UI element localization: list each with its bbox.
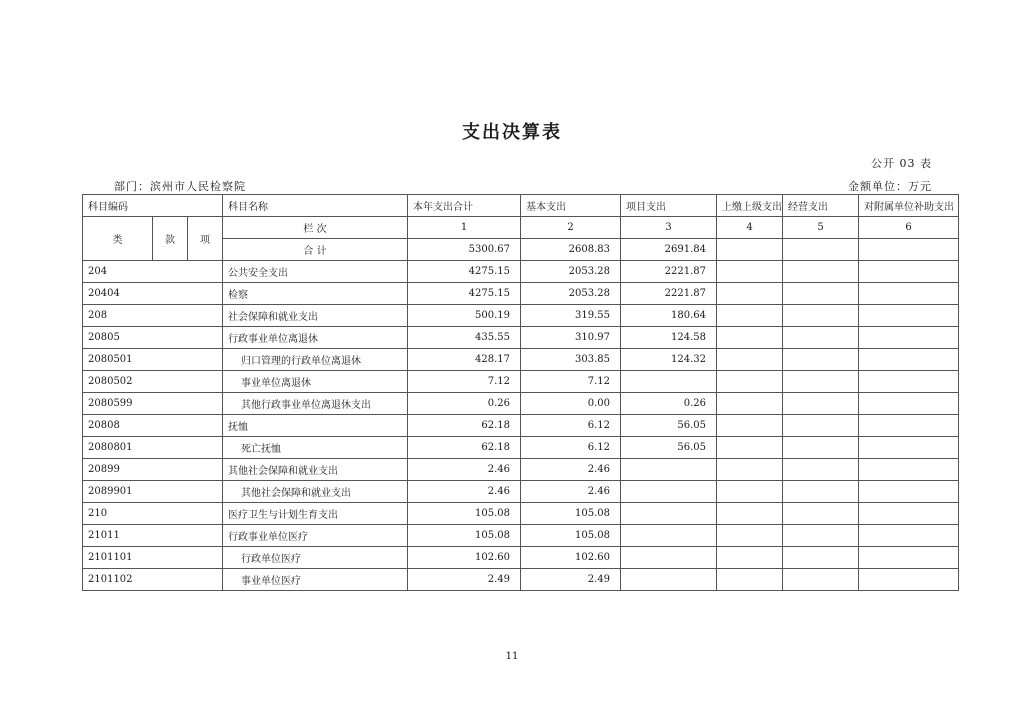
row-project — [621, 459, 717, 481]
header-project: 项目支出 — [621, 195, 717, 217]
row-project: 56.05 — [621, 437, 717, 459]
expenditure-table — [82, 194, 959, 591]
totals-total: 5300.67 — [408, 239, 521, 261]
row-code: 2080502 — [83, 371, 223, 393]
page-title: 支出决算表 — [462, 122, 562, 143]
empty-cell — [859, 569, 959, 591]
sub-header-lei: 类 — [83, 217, 153, 261]
table-row — [83, 481, 959, 503]
empty-cell — [783, 503, 859, 525]
table-row — [83, 525, 959, 547]
column-number-row — [83, 217, 959, 239]
row-name: 公共安全支出 — [223, 261, 408, 283]
row-total: 4275.15 — [408, 261, 521, 283]
page-number: 11 — [505, 651, 519, 662]
row-name: 事业单位离退休 — [223, 371, 408, 393]
row-total: 7.12 — [408, 371, 521, 393]
row-code: 2080501 — [83, 349, 223, 371]
empty-cell — [717, 393, 783, 415]
empty-cell — [783, 569, 859, 591]
row-basic: 105.08 — [521, 503, 621, 525]
row-project: 2221.87 — [621, 261, 717, 283]
row-total: 62.18 — [408, 415, 521, 437]
row-total: 435.55 — [408, 327, 521, 349]
row-total: 2.49 — [408, 569, 521, 591]
empty-cell — [859, 371, 959, 393]
empty-cell — [859, 525, 959, 547]
row-code: 21011 — [83, 525, 223, 547]
empty-cell — [717, 239, 783, 261]
row-basic: 310.97 — [521, 327, 621, 349]
row-basic: 2053.28 — [521, 283, 621, 305]
empty-cell — [783, 305, 859, 327]
row-basic: 2053.28 — [521, 261, 621, 283]
empty-cell — [717, 459, 783, 481]
empty-cell — [717, 283, 783, 305]
empty-cell — [717, 569, 783, 591]
department-label: 部门：滨州市人民检察院 — [114, 180, 246, 193]
empty-cell — [783, 481, 859, 503]
empty-cell — [717, 547, 783, 569]
empty-cell — [783, 371, 859, 393]
row-total: 102.60 — [408, 547, 521, 569]
empty-cell — [717, 349, 783, 371]
row-total: 2.46 — [408, 459, 521, 481]
row-total: 105.08 — [408, 503, 521, 525]
empty-cell — [783, 459, 859, 481]
row-project: 0.26 — [621, 393, 717, 415]
row-name: 其他社会保障和就业支出 — [223, 459, 408, 481]
row-name: 其他行政事业单位离退休支出 — [223, 393, 408, 415]
row-total: 0.26 — [408, 393, 521, 415]
empty-cell — [717, 305, 783, 327]
header-subsidiary: 对附属单位补助支出 — [859, 195, 959, 217]
table-row — [83, 437, 959, 459]
empty-cell — [783, 525, 859, 547]
empty-cell — [783, 415, 859, 437]
row-project — [621, 371, 717, 393]
col-number: 4 — [717, 217, 783, 239]
row-basic: 7.12 — [521, 371, 621, 393]
row-name: 社会保障和就业支出 — [223, 305, 408, 327]
row-name: 事业单位医疗 — [223, 569, 408, 591]
empty-cell — [859, 327, 959, 349]
totals-basic: 2608.83 — [521, 239, 621, 261]
totals-project: 2691.84 — [621, 239, 717, 261]
table-row — [83, 503, 959, 525]
form-number: 公开 03 表 — [871, 157, 932, 170]
table-row — [83, 283, 959, 305]
empty-cell — [783, 261, 859, 283]
empty-cell — [859, 437, 959, 459]
row-code: 2080801 — [83, 437, 223, 459]
row-project: 2221.87 — [621, 283, 717, 305]
row-project: 56.05 — [621, 415, 717, 437]
empty-cell — [859, 349, 959, 371]
empty-cell — [859, 283, 959, 305]
sub-header-heji: 合 计 — [223, 239, 408, 261]
row-basic: 2.49 — [521, 569, 621, 591]
row-project — [621, 481, 717, 503]
row-total: 105.08 — [408, 525, 521, 547]
empty-cell — [783, 283, 859, 305]
row-total: 2.46 — [408, 481, 521, 503]
empty-cell — [717, 481, 783, 503]
empty-cell — [859, 239, 959, 261]
col-number: 6 — [859, 217, 959, 239]
empty-cell — [783, 437, 859, 459]
row-project: 180.64 — [621, 305, 717, 327]
row-code: 204 — [83, 261, 223, 283]
empty-cell — [859, 481, 959, 503]
row-name: 归口管理的行政单位离退休 — [223, 349, 408, 371]
row-code: 20805 — [83, 327, 223, 349]
row-code: 2101101 — [83, 547, 223, 569]
table-row — [83, 371, 959, 393]
row-project — [621, 547, 717, 569]
table-row — [83, 261, 959, 283]
empty-cell — [783, 393, 859, 415]
row-basic: 102.60 — [521, 547, 621, 569]
table-row — [83, 327, 959, 349]
empty-cell — [783, 349, 859, 371]
row-total: 4275.15 — [408, 283, 521, 305]
row-code: 2089901 — [83, 481, 223, 503]
table-row — [83, 305, 959, 327]
col-number: 5 — [783, 217, 859, 239]
row-name: 其他社会保障和就业支出 — [223, 481, 408, 503]
header-code: 科目编码 — [83, 195, 223, 217]
header-total: 本年支出合计 — [408, 195, 521, 217]
empty-cell — [859, 305, 959, 327]
row-total: 428.17 — [408, 349, 521, 371]
col-number: 3 — [621, 217, 717, 239]
row-name: 行政单位医疗 — [223, 547, 408, 569]
row-code: 20899 — [83, 459, 223, 481]
table-row — [83, 349, 959, 371]
empty-cell — [717, 525, 783, 547]
empty-cell — [717, 327, 783, 349]
row-code: 208 — [83, 305, 223, 327]
col-number: 1 — [408, 217, 521, 239]
row-code: 210 — [83, 503, 223, 525]
row-project — [621, 503, 717, 525]
table-row — [83, 393, 959, 415]
empty-cell — [859, 393, 959, 415]
empty-cell — [783, 547, 859, 569]
table-row — [83, 547, 959, 569]
empty-cell — [859, 459, 959, 481]
row-basic: 303.85 — [521, 349, 621, 371]
table-row — [83, 569, 959, 591]
row-basic: 2.46 — [521, 481, 621, 503]
row-project — [621, 525, 717, 547]
row-basic: 105.08 — [521, 525, 621, 547]
row-project: 124.58 — [621, 327, 717, 349]
row-name: 行政事业单位医疗 — [223, 525, 408, 547]
header-basic: 基本支出 — [521, 195, 621, 217]
header-business: 经营支出 — [783, 195, 859, 217]
col-number: 2 — [521, 217, 621, 239]
row-basic: 6.12 — [521, 437, 621, 459]
sub-header-kuan: 款 — [153, 217, 188, 261]
row-name: 抚恤 — [223, 415, 408, 437]
empty-cell — [859, 261, 959, 283]
empty-cell — [717, 437, 783, 459]
empty-cell — [717, 371, 783, 393]
empty-cell — [717, 261, 783, 283]
row-project: 124.32 — [621, 349, 717, 371]
row-total: 500.19 — [408, 305, 521, 327]
empty-cell — [783, 327, 859, 349]
empty-cell — [859, 547, 959, 569]
empty-cell — [859, 503, 959, 525]
row-code: 20808 — [83, 415, 223, 437]
row-basic: 319.55 — [521, 305, 621, 327]
header-upper: 上缴上级支出 — [717, 195, 783, 217]
row-code: 2101102 — [83, 569, 223, 591]
row-basic: 6.12 — [521, 415, 621, 437]
row-name: 医疗卫生与计划生育支出 — [223, 503, 408, 525]
header-name: 科目名称 — [223, 195, 408, 217]
empty-cell — [717, 503, 783, 525]
table-row — [83, 415, 959, 437]
row-total: 62.18 — [408, 437, 521, 459]
empty-cell — [859, 415, 959, 437]
row-basic: 0.00 — [521, 393, 621, 415]
empty-cell — [783, 239, 859, 261]
sub-header-xiang: 项 — [188, 217, 223, 261]
empty-cell — [717, 415, 783, 437]
row-code: 20404 — [83, 283, 223, 305]
row-basic: 2.46 — [521, 459, 621, 481]
row-name: 行政事业单位离退休 — [223, 327, 408, 349]
row-name: 死亡抚恤 — [223, 437, 408, 459]
row-code: 2080599 — [83, 393, 223, 415]
table-row — [83, 459, 959, 481]
amount-unit-label: 金额单位：万元 — [848, 180, 932, 193]
sub-header-lanci: 栏 次 — [223, 217, 408, 239]
row-project — [621, 569, 717, 591]
header-row — [83, 195, 959, 217]
row-name: 检察 — [223, 283, 408, 305]
